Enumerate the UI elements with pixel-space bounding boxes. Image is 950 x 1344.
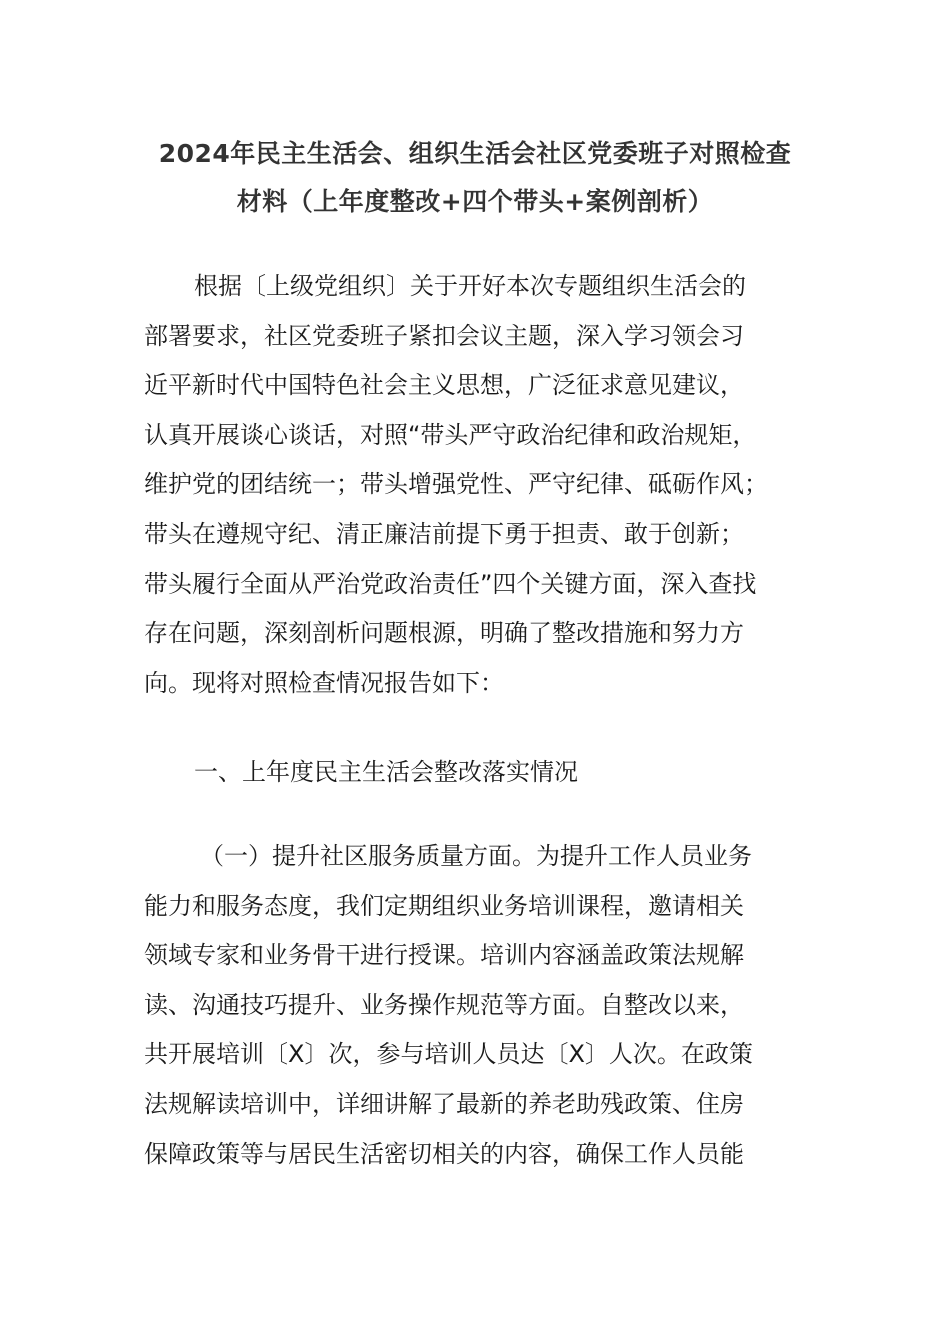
subsection-paragraph xyxy=(144,832,814,1179)
paragraph-line: 法规解读培训中，详细讲解了最新的养老助残政策、住房 xyxy=(144,1089,744,1118)
paragraph-line: 部署要求，社区党委班子紧扣会议主题，深入学习领会习 xyxy=(144,321,744,350)
paragraph-line: （一）提升社区服务质量方面。为提升工作人员业务 xyxy=(200,842,752,870)
paragraph-line: 根据〔上级党组织〕关于开好本次专题组织生活会的 xyxy=(194,272,746,300)
paragraph-line: 领域专家和业务骨干进行授课。培训内容涵盖政策法规解 xyxy=(144,941,744,970)
paragraph-line: 读、沟通技巧提升、业务操作规范等方面。自整改以来， xyxy=(144,990,744,1019)
intro-paragraph xyxy=(144,262,814,708)
paragraph-line: 存在问题，深刻剖析问题根源，明确了整改措施和努力方 xyxy=(144,619,744,648)
paragraph-line: 保障政策等与居民生活密切相关的内容，确保工作人员能 xyxy=(144,1139,744,1168)
section-heading-text: 一、上年度民主生活会整改落实情况 xyxy=(194,758,578,786)
document-title xyxy=(140,130,810,226)
paragraph-line: 维护党的团结统一；带头增强党性、严守纪律、砥砺作风； xyxy=(144,470,768,499)
title-line-1: 2024年民主生活会、组织生活会社区党委班子对照检查 xyxy=(158,139,792,168)
paragraph-line: 带头履行全面从严治党政治责任”四个关键方面，深入查找 xyxy=(144,569,757,598)
paragraph-line: 带头在遵规守纪、清正廉洁前提下勇于担责、敢于创新； xyxy=(144,519,744,548)
paragraph-line: 共开展培训〔X〕次，参与培训人员达〔X〕人次。在政策 xyxy=(144,1040,753,1069)
paragraph-line: 向。现将对照检查情况报告如下： xyxy=(144,668,504,697)
paragraph-line: 能力和服务态度，我们定期组织业务培训课程，邀请相关 xyxy=(144,891,744,920)
title-line-2: 材料（上年度整改+四个带头+案例剖析） xyxy=(236,187,714,216)
paragraph-line: 近平新时代中国特色社会主义思想，广泛征求意见建议， xyxy=(144,371,744,400)
section-heading xyxy=(144,748,814,798)
paragraph-line: 认真开展谈心谈话，对照“带头严守政治纪律和政治规矩， xyxy=(144,420,757,449)
